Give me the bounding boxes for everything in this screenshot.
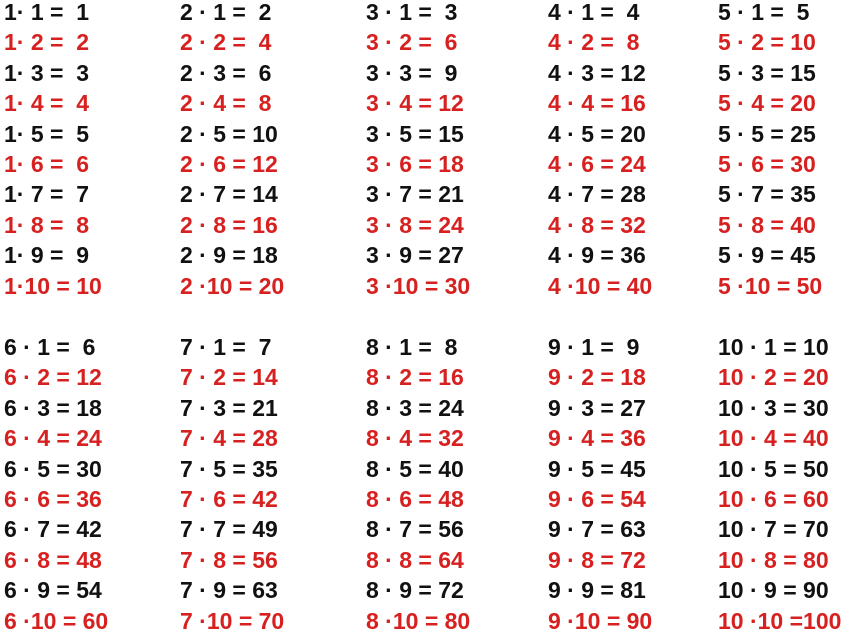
equation-row: 10 · 1 = 10 [718,334,829,360]
equation-row: 4 · 5 = 20 [548,120,646,147]
equation-row: 1· 3 = 3 [4,59,90,86]
equation-row: 2 · 8 = 16 [180,211,278,238]
equation-row: 4 · 9 = 36 [548,242,646,269]
equation-row: 3 · 5 = 15 [366,120,464,147]
equation-row: 4 · 8 = 32 [548,211,646,238]
equation-row: 10 · 6 = 60 [718,486,829,512]
equation-row: 1· 5 = 5 [4,120,90,147]
equation-row: 3 ·10 = 30 [366,272,471,299]
equation-row: 5 · 9 = 45 [718,242,816,269]
equation-row: 1· 7 = 7 [4,181,90,208]
equation-row: 1· 9 = 9 [4,242,90,269]
equation-row: 4 · 7 = 28 [548,181,646,208]
equation-row: 7 · 3 = 21 [180,394,278,421]
equation-row: 7 · 1 = 7 [180,334,272,360]
equation-row: 6 · 3 = 18 [4,394,102,421]
equation-row: 4 · 4 = 16 [548,90,646,117]
equation-row: 5 · 8 = 40 [718,211,816,238]
equation-row: 10 · 3 = 30 [718,394,829,421]
equation-row: 8 · 1 = 8 [366,334,458,360]
equation-row: 8 · 7 = 56 [366,516,464,543]
equation-row: 5 · 2 = 10 [718,29,816,56]
equation-row: 10 · 8 = 80 [718,546,829,573]
equation-row: 1· 6 = 6 [4,151,90,177]
equation-row: 7 · 5 = 35 [180,455,278,482]
equation-row: 3 · 9 = 27 [366,242,464,269]
equation-row: 5 · 5 = 25 [718,120,816,147]
equation-row: 9 · 4 = 36 [548,425,646,452]
equation-row: 9 · 2 = 18 [548,364,646,391]
equation-row: 8 · 9 = 72 [366,577,464,604]
equation-row: 10 · 7 = 70 [718,516,829,543]
equation-row: 8 · 2 = 16 [366,364,464,391]
equation-row: 1·10 = 10 [4,272,102,299]
equation-row: 4 ·10 = 40 [548,272,653,299]
equation-row: 5 · 7 = 35 [718,181,816,208]
equation-row: 8 · 3 = 24 [366,394,464,421]
equation-row: 8 · 8 = 64 [366,546,464,573]
equation-row: 3 · 6 = 18 [366,151,464,177]
equation-row: 2 · 6 = 12 [180,151,278,177]
equation-row: 8 · 4 = 32 [366,425,464,452]
equation-row: 5 ·10 = 50 [718,272,823,299]
equation-row: 4 · 3 = 12 [548,59,646,86]
equation-row: 8 ·10 = 80 [366,607,471,634]
equation-row: 5 · 3 = 15 [718,59,816,86]
equation-row: 3 · 4 = 12 [366,90,464,117]
equation-row: 5 · 4 = 20 [718,90,816,117]
equation-row: 7 ·10 = 70 [180,607,285,634]
equation-row: 4 · 1 = 4 [548,0,640,25]
equation-row: 7 · 4 = 28 [180,425,278,452]
equation-row: 8 · 5 = 40 [366,455,464,482]
equation-row: 9 · 9 = 81 [548,577,646,604]
equation-row: 6 · 8 = 48 [4,546,102,573]
equation-row: 9 · 1 = 9 [548,334,640,360]
equation-row: 10 · 5 = 50 [718,455,829,482]
equation-row: 2 · 5 = 10 [180,120,278,147]
equation-row: 5 · 1 = 5 [718,0,810,25]
equation-row: 2 · 4 = 8 [180,90,272,117]
equation-row: 10 · 2 = 20 [718,364,829,391]
equation-row: 3 · 7 = 21 [366,181,464,208]
equation-row: 2 · 2 = 4 [180,29,272,56]
equation-row: 2 · 3 = 6 [180,59,272,86]
equation-row: 3 · 8 = 24 [366,211,464,238]
equation-row: 2 ·10 = 20 [180,272,285,299]
equation-row: 9 ·10 = 90 [548,607,653,634]
equation-row: 6 · 1 = 6 [4,334,96,360]
equation-row: 6 · 5 = 30 [4,455,102,482]
equation-row: 6 · 6 = 36 [4,486,102,512]
equation-row: 6 ·10 = 60 [4,607,109,634]
equation-row: 2 · 1 = 2 [180,0,272,25]
equation-row: 7 · 9 = 63 [180,577,278,604]
equation-row: 9 · 5 = 45 [548,455,646,482]
equation-row: 1· 8 = 8 [4,211,90,238]
equation-row: 1· 4 = 4 [4,90,90,117]
equation-row: 3 · 1 = 3 [366,0,458,25]
equation-row: 7 · 7 = 49 [180,516,278,543]
equation-row: 10 · 4 = 40 [718,425,829,452]
equation-row: 10 ·10 =100 [718,607,842,634]
equation-row: 7 · 8 = 56 [180,546,278,573]
equation-row: 9 · 8 = 72 [548,546,646,573]
equation-row: 6 · 4 = 24 [4,425,102,452]
equation-row: 7 · 2 = 14 [180,364,278,391]
equation-row: 3 · 3 = 9 [366,59,458,86]
equation-row: 10 · 9 = 90 [718,577,829,604]
equation-row: 1· 1 = 1 [4,0,90,25]
equation-row: 2 · 9 = 18 [180,242,278,269]
equation-row: 8 · 6 = 48 [366,486,464,512]
equation-row: 9 · 7 = 63 [548,516,646,543]
equation-row: 9 · 6 = 54 [548,486,646,512]
equation-row: 7 · 6 = 42 [180,486,278,512]
equation-row: 2 · 7 = 14 [180,181,278,208]
equation-row: 4 · 6 = 24 [548,151,646,177]
equation-row: 6 · 7 = 42 [4,516,102,543]
equation-row: 5 · 6 = 30 [718,151,816,177]
equation-row: 1· 2 = 2 [4,29,90,56]
equation-row: 3 · 2 = 6 [366,29,458,56]
equation-row: 6 · 2 = 12 [4,364,102,391]
equation-row: 4 · 2 = 8 [548,29,640,56]
equation-row: 9 · 3 = 27 [548,394,646,421]
equation-row: 6 · 9 = 54 [4,577,102,604]
